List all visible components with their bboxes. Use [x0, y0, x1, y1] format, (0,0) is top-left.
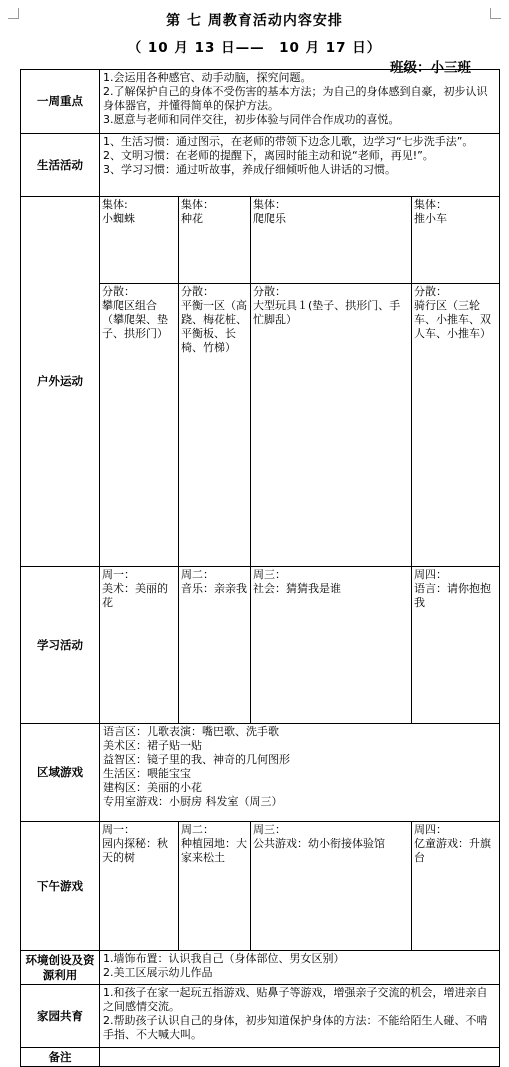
cell-content: 种花 — [181, 212, 203, 225]
outdoor-free-cell — [251, 284, 412, 567]
areas-content — [100, 724, 500, 822]
learning-day-cell — [412, 567, 500, 724]
cell-title: 集体： — [181, 198, 214, 211]
day-label: 周一： — [102, 823, 135, 836]
outdoor-free-cell — [179, 284, 251, 567]
outdoor-free-cell — [100, 284, 179, 567]
outdoor-group-cell — [251, 197, 412, 284]
text-line: 1.和孩子在家一起玩五指游戏、贴鼻子等游戏，增强亲子交流的机会，增进亲自之间感情交流。 — [103, 986, 488, 1013]
day-content: 社会：猜猜我是谁 — [253, 582, 341, 595]
day-content: 语言：请你抱抱我 — [414, 582, 491, 609]
cell-title: 分散： — [102, 285, 135, 298]
row-daily-life — [21, 134, 500, 197]
row-learning — [21, 567, 500, 724]
day-content: 种植园地：大家来松土 — [181, 837, 247, 864]
row-afternoon — [21, 822, 500, 951]
outdoor-group-cell — [179, 197, 251, 284]
day-label: 周四： — [414, 823, 447, 836]
day-label: 周二： — [181, 568, 214, 581]
schedule-table — [20, 69, 500, 1067]
row-label: 一周重点 — [21, 70, 100, 134]
day-content: 美术：美丽的花 — [102, 582, 168, 609]
cell-title: 集体： — [253, 198, 286, 211]
row-outdoor-group — [21, 197, 500, 284]
day-label: 周三： — [253, 568, 286, 581]
cell-title: 分散： — [414, 285, 447, 298]
daily-life-content — [100, 134, 500, 197]
outdoor-free-cell — [412, 284, 500, 567]
text-line: 1.会运用各种感官、动手动脑，探究问题。 — [103, 71, 312, 84]
cell-content: 攀爬区组合（攀爬架、垫子、拱形门） — [102, 299, 168, 340]
notes-content — [100, 1048, 500, 1067]
row-label: 户外运动 — [21, 197, 100, 567]
row-label: 生活活动 — [21, 134, 100, 197]
afternoon-day-cell — [412, 822, 500, 951]
cell-content: 骑行区（三轮车、小推车、双人车、小推车） — [414, 299, 491, 340]
row-label: 区域游戏 — [21, 724, 100, 822]
text-line: 1.墙饰布置：认识我自己（身体部位、男女区别） — [103, 952, 345, 965]
outdoor-group-cell — [412, 197, 500, 284]
outdoor-group-cell — [100, 197, 179, 284]
row-weekly-focus — [21, 70, 500, 134]
cell-content: 小蜘蛛 — [102, 212, 135, 225]
afternoon-day-cell — [100, 822, 179, 951]
row-label: 学习活动 — [21, 567, 100, 724]
text-line: 2.美工区展示幼儿作品 — [103, 966, 213, 979]
day-content: 亿童游戏：升旗台 — [414, 837, 491, 864]
cell-content: 爬爬乐 — [253, 212, 286, 225]
family-content — [100, 985, 500, 1048]
day-label: 周三： — [253, 823, 286, 836]
text-line: 3.愿意与老师和同伴交往，初步体验与同伴合作成功的喜悦。 — [103, 113, 400, 126]
day-label: 周四： — [414, 568, 447, 581]
weekly-focus-content — [100, 70, 500, 134]
text-line: 生活区：喂能宝宝 — [103, 767, 191, 780]
environment-content — [100, 951, 500, 985]
day-label: 周二： — [181, 823, 214, 836]
text-line: 美术区：裙子贴一贴 — [103, 739, 202, 752]
cell-title: 集体： — [414, 198, 447, 211]
text-line: 2、文明习惯：在老师的提醒下，离园时能主动和说“老师，再见!”。 — [103, 149, 434, 162]
cell-content: 平衡一区（高跷、梅花桩、平衡板、长椅、竹梯） — [181, 299, 247, 354]
text-line: 语言区：儿歌表演：嘴巴歌、洗手歌 — [103, 725, 279, 738]
row-environment — [21, 951, 500, 985]
learning-day-cell — [179, 567, 251, 724]
text-line: 建构区：美丽的小花 — [103, 781, 202, 794]
text-line: 专用室游戏：小厨房 科发室（周三） — [103, 795, 283, 808]
learning-day-cell — [251, 567, 412, 724]
afternoon-day-cell — [251, 822, 412, 951]
row-label: 备注 — [21, 1048, 100, 1067]
row-label: 环境创设及资源利用 — [21, 951, 100, 985]
cell-title: 集体: — [102, 198, 128, 211]
cell-content: 推小车 — [414, 212, 447, 225]
text-line: 3、学习习惯：通过听故事，养成仔细倾听他人讲话的习惯。 — [103, 163, 396, 176]
learning-day-cell — [100, 567, 179, 724]
day-label: 周一： — [102, 568, 135, 581]
afternoon-day-cell — [179, 822, 251, 951]
text-line: 益智区：镜子里的我、神奇的几何图形 — [103, 753, 290, 766]
text-line: 1、生活习惯：通过图示，在老师的带领下边念儿歌，边学习“七步洗手法”。 — [103, 135, 474, 148]
day-content: 公共游戏：幼小衔接体验馆 — [253, 837, 385, 850]
row-family — [21, 985, 500, 1048]
row-areas — [21, 724, 500, 822]
text-line: 2.了解保护自己的身体不受伤害的基本方法；为自己的身体感到自豪，初步认识身体器官，并懂得简单的保护方法。 — [103, 85, 488, 112]
class-label: 班级：小三班 — [390, 60, 471, 76]
row-label: 下午游戏 — [21, 822, 100, 951]
cell-title: 分散： — [253, 285, 286, 298]
row-notes — [21, 1048, 500, 1067]
cell-title: 分散： — [181, 285, 214, 298]
day-content: 音乐：亲亲我 — [181, 582, 247, 595]
page-title: 第 七 周教育活动内容安排 — [166, 13, 343, 29]
date-range: （ 10 月 13 日—— 10 月 17 日） — [127, 40, 382, 56]
cell-content: 大型玩具１(垫子、拱形门、手忙脚乱） — [253, 299, 401, 326]
text-line: 2.帮助孩子认识自己的身体，初步知道保护身体的方法：不能给陌生人碰、不啃手指、不大喊大叫。 — [103, 1014, 488, 1041]
day-content: 园内探秘：秋天的树 — [102, 837, 168, 864]
row-label: 家园共育 — [21, 985, 100, 1048]
